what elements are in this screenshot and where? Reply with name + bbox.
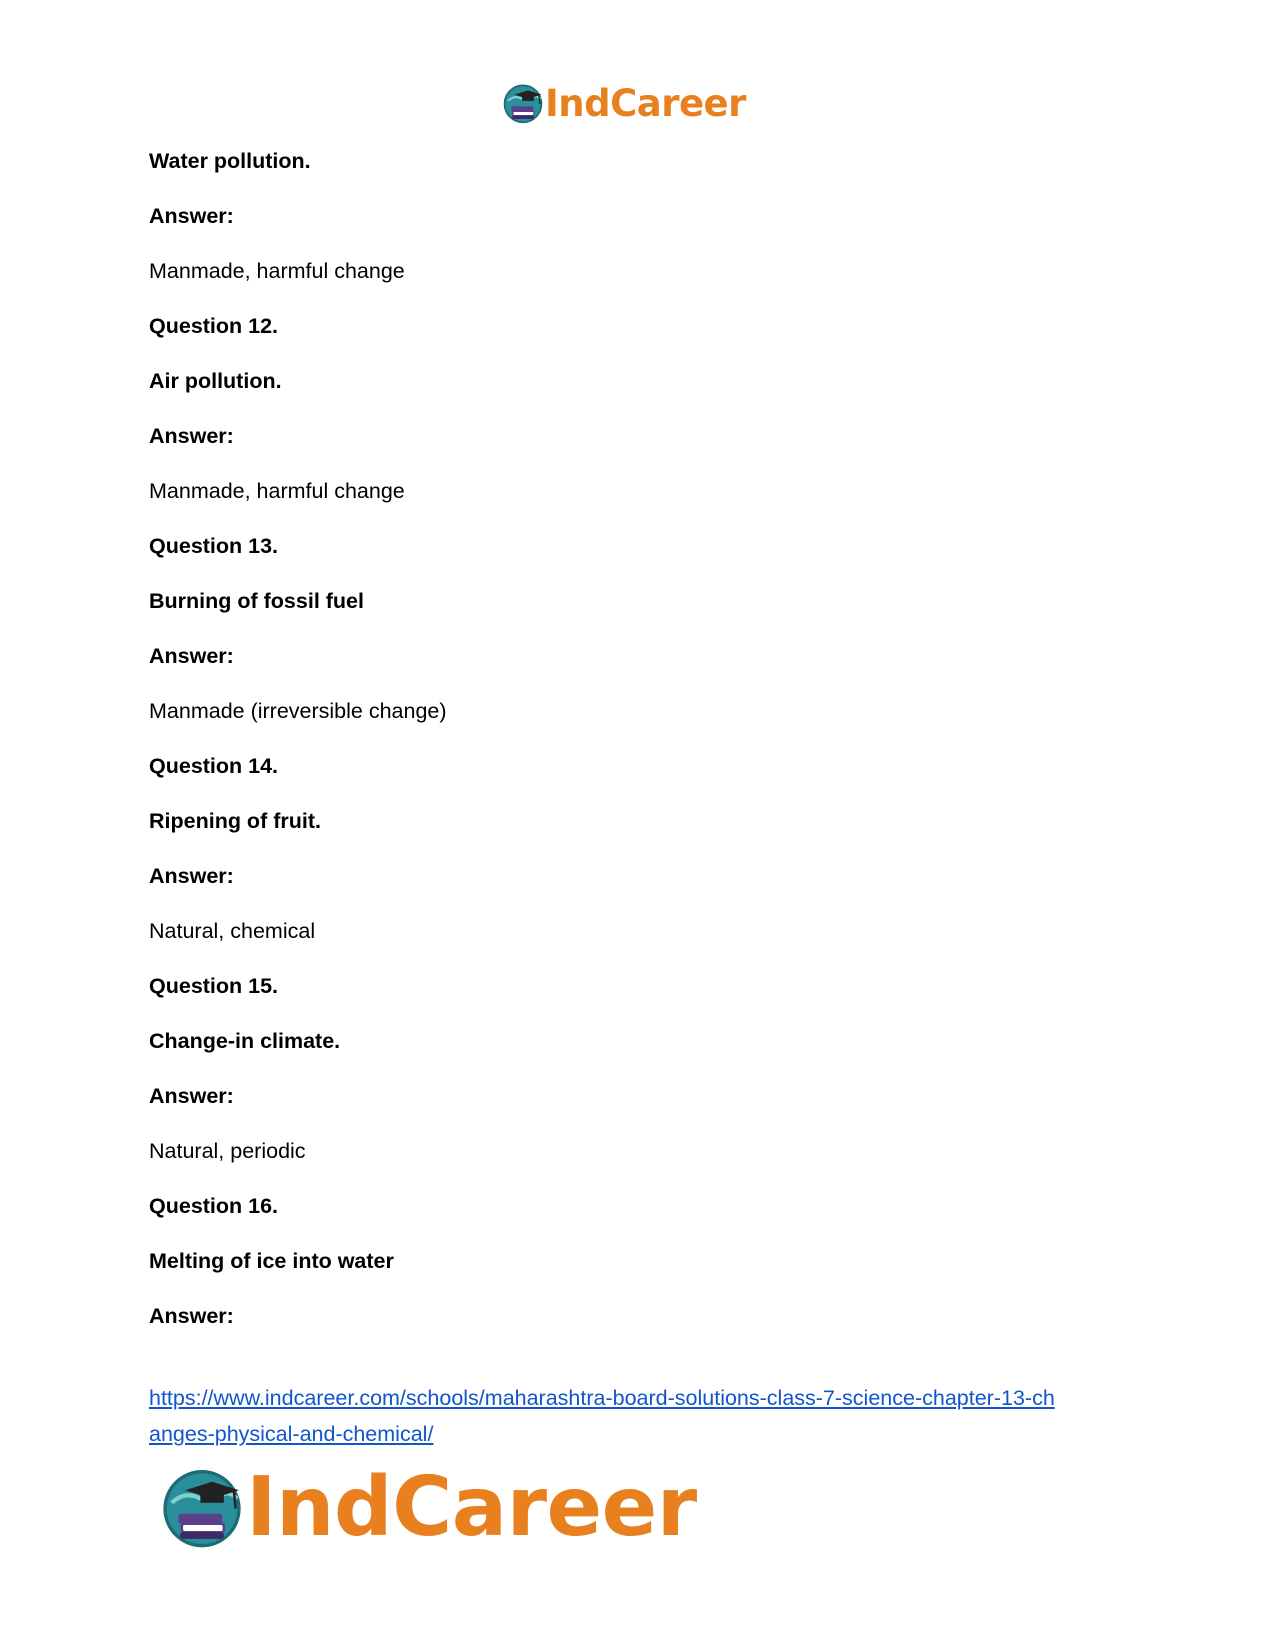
- answer-text: Manmade (irreversible change): [149, 699, 447, 723]
- header-logo-text: IndCareer: [545, 81, 746, 125]
- document-body: [149, 148, 1129, 1358]
- globe-book-icon: [502, 82, 544, 124]
- answer-label: Answer:: [149, 1304, 234, 1328]
- footer-logo: [160, 1459, 697, 1555]
- question-heading: Question 13.: [149, 534, 279, 558]
- source-link-line1: https://www.indcareer.com/schools/maharashtra-board-solutions-class-7-science-chapter-13-ch: [149, 1386, 1055, 1410]
- question-prompt: Change-in climate.: [149, 1029, 341, 1053]
- answer-label: Answer:: [149, 424, 234, 448]
- source-link-block: [149, 1380, 1149, 1452]
- question-prompt: Ripening of fruit.: [149, 809, 321, 833]
- answer-label: Answer:: [149, 1084, 234, 1108]
- footer-logo-text: IndCareer: [246, 1459, 697, 1555]
- question-prompt: Air pollution.: [149, 369, 282, 393]
- globe-book-icon: [160, 1465, 244, 1549]
- answer-label: Answer:: [149, 864, 234, 888]
- question-heading: Question 12.: [149, 314, 279, 338]
- answer-text: Manmade, harmful change: [149, 479, 405, 503]
- answer-label: Answer:: [149, 644, 234, 668]
- question-heading: Question 15.: [149, 974, 279, 998]
- question-prompt: Melting of ice into water: [149, 1249, 394, 1273]
- source-link-line2: anges-physical-and-chemical/: [149, 1422, 434, 1446]
- source-link[interactable]: [149, 1386, 1055, 1446]
- question-heading: Question 14.: [149, 754, 279, 778]
- question-heading: Question 16.: [149, 1194, 279, 1218]
- question-prompt: Burning of fossil fuel: [149, 589, 364, 613]
- answer-text: Natural, periodic: [149, 1139, 306, 1163]
- question-prompt: Water pollution.: [149, 149, 311, 173]
- header-logo: [502, 80, 746, 126]
- answer-label: Answer:: [149, 204, 234, 228]
- answer-text: Natural, chemical: [149, 919, 316, 943]
- answer-text: Manmade, harmful change: [149, 259, 405, 283]
